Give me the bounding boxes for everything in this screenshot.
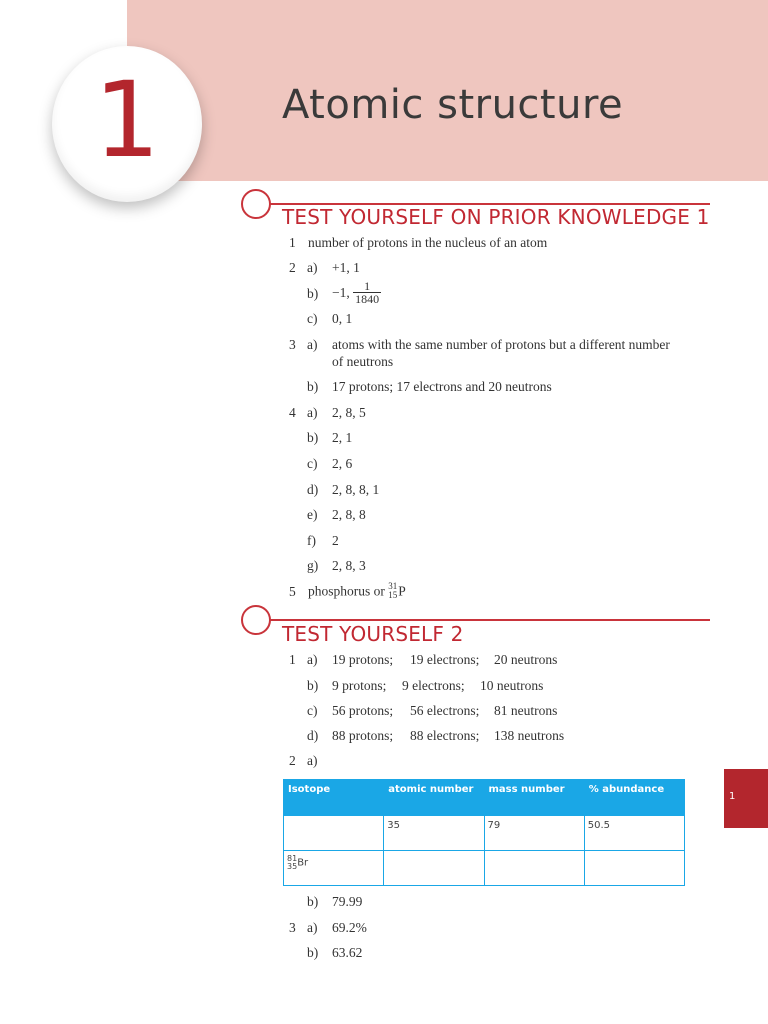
answer-text: 2, 8, 5 xyxy=(332,405,366,420)
fraction xyxy=(353,280,381,305)
protons-text: 19 protons; xyxy=(332,652,394,667)
answer-text: 0, 1 xyxy=(332,311,353,326)
table-cell xyxy=(284,816,384,851)
answer-text: number of protons in the nucleus of an atom xyxy=(308,235,548,250)
answer-label: b) xyxy=(307,678,319,693)
table-cell: 79 xyxy=(484,816,584,851)
answer-text: phosphorus or xyxy=(308,583,385,599)
table-cell: 35 xyxy=(384,816,484,851)
answer-text: 63.62 xyxy=(332,945,363,960)
table-header-cell: atomic number xyxy=(384,780,484,816)
answer-label: c) xyxy=(307,703,318,718)
table-cell xyxy=(484,851,584,886)
fraction-denominator: 1840 xyxy=(355,292,380,306)
answer-label: a) xyxy=(307,405,318,420)
answer-label: d) xyxy=(307,482,319,497)
question-number: 1 xyxy=(289,235,296,250)
answer-text: 2 xyxy=(332,533,339,548)
answer-label: a) xyxy=(307,652,318,667)
question-number: 3 xyxy=(289,337,296,352)
answer-text: 2, 6 xyxy=(332,456,353,471)
answer-text: 2, 8, 3 xyxy=(332,558,366,573)
answer-nuclide-expression xyxy=(308,581,406,600)
question-number: 5 xyxy=(289,584,296,599)
table-cell xyxy=(584,851,684,886)
electrons-text: 56 electrons; xyxy=(410,703,480,718)
question-number: 4 xyxy=(289,405,296,420)
chapter-number: 1 xyxy=(93,59,161,181)
answer-label: a) xyxy=(307,337,318,352)
isotope-table xyxy=(283,779,685,886)
answer-text: 17 protons; 17 electrons and 20 neutrons xyxy=(332,379,552,394)
table-cell xyxy=(384,851,484,886)
answer-text: 2, 8, 8 xyxy=(332,507,366,522)
protons-text: 9 protons; xyxy=(332,678,387,693)
table-cell: 50.5 xyxy=(584,816,684,851)
mass-number: 81 xyxy=(287,854,298,863)
answer-label: d) xyxy=(307,728,319,743)
electrons-text: 9 electrons; xyxy=(402,678,465,693)
question-number: 2 xyxy=(289,753,296,768)
section-heading: TEST YOURSELF ON PRIOR KNOWLEDGE 1 xyxy=(282,205,710,229)
section-circle-icon xyxy=(241,189,271,219)
answer-label: g) xyxy=(307,558,319,573)
electrons-text: 88 electrons; xyxy=(410,728,480,743)
table-row xyxy=(284,816,685,851)
answer-label: c) xyxy=(307,311,318,326)
answer-text: +1, 1 xyxy=(332,260,360,275)
neutrons-text: 138 neutrons xyxy=(494,728,565,743)
nuclide-numbers xyxy=(287,855,297,871)
question-number: 1 xyxy=(289,652,296,667)
answer-fraction-expression xyxy=(332,280,381,305)
chapter-title: Atomic structure xyxy=(282,82,624,128)
protons-text: 56 protons; xyxy=(332,703,394,718)
table-header-cell: mass number xyxy=(484,780,584,816)
neutrons-text: 10 neutrons xyxy=(480,678,544,693)
question-number: 2 xyxy=(289,260,296,275)
table-header-row xyxy=(284,780,685,816)
answer-text: 2, 8, 8, 1 xyxy=(332,482,380,497)
answer-label: a) xyxy=(307,753,318,768)
answer-label: f) xyxy=(307,533,316,548)
table-row xyxy=(284,851,685,886)
answer-text: 2, 1 xyxy=(332,430,353,445)
answer-text: 69.2% xyxy=(332,920,367,935)
answer-label: c) xyxy=(307,456,318,471)
answer-label: b) xyxy=(307,894,319,909)
fraction-numerator: 1 xyxy=(353,280,381,293)
section-divider-line xyxy=(255,619,710,621)
section-heading: TEST YOURSELF 2 xyxy=(282,622,464,646)
answer-text: 79.99 xyxy=(332,894,363,909)
answer-label: b) xyxy=(307,430,319,445)
question-number: 3 xyxy=(289,920,296,935)
protons-text: 88 protons; xyxy=(332,728,394,743)
table-header-cell: % abundance xyxy=(584,780,684,816)
section-circle-icon xyxy=(241,605,271,635)
answer-text: atoms with the same number of protons but a different number of neutrons xyxy=(332,337,670,369)
answer-label: e) xyxy=(307,507,318,522)
neutrons-text: 20 neutrons xyxy=(494,652,558,667)
page-number: 1 xyxy=(729,791,736,802)
element-symbol: P xyxy=(398,583,406,599)
mass-number: 31 xyxy=(388,580,398,591)
answer-label: b) xyxy=(307,286,319,301)
fraction-prefix: −1, xyxy=(332,285,350,300)
atomic-number: 15 xyxy=(388,589,398,600)
atomic-number: 35 xyxy=(287,862,298,871)
answer-label: a) xyxy=(307,260,318,275)
answer-label: b) xyxy=(307,379,319,394)
electrons-text: 19 electrons; xyxy=(410,652,480,667)
table-cell-isotope xyxy=(284,851,384,886)
element-symbol: Br xyxy=(297,857,309,869)
nuclide-numbers xyxy=(388,582,397,600)
answer-label: a) xyxy=(307,920,318,935)
table-header-cell: Isotope xyxy=(284,780,384,816)
answer-label: b) xyxy=(307,945,319,960)
neutrons-text: 81 neutrons xyxy=(494,703,558,718)
